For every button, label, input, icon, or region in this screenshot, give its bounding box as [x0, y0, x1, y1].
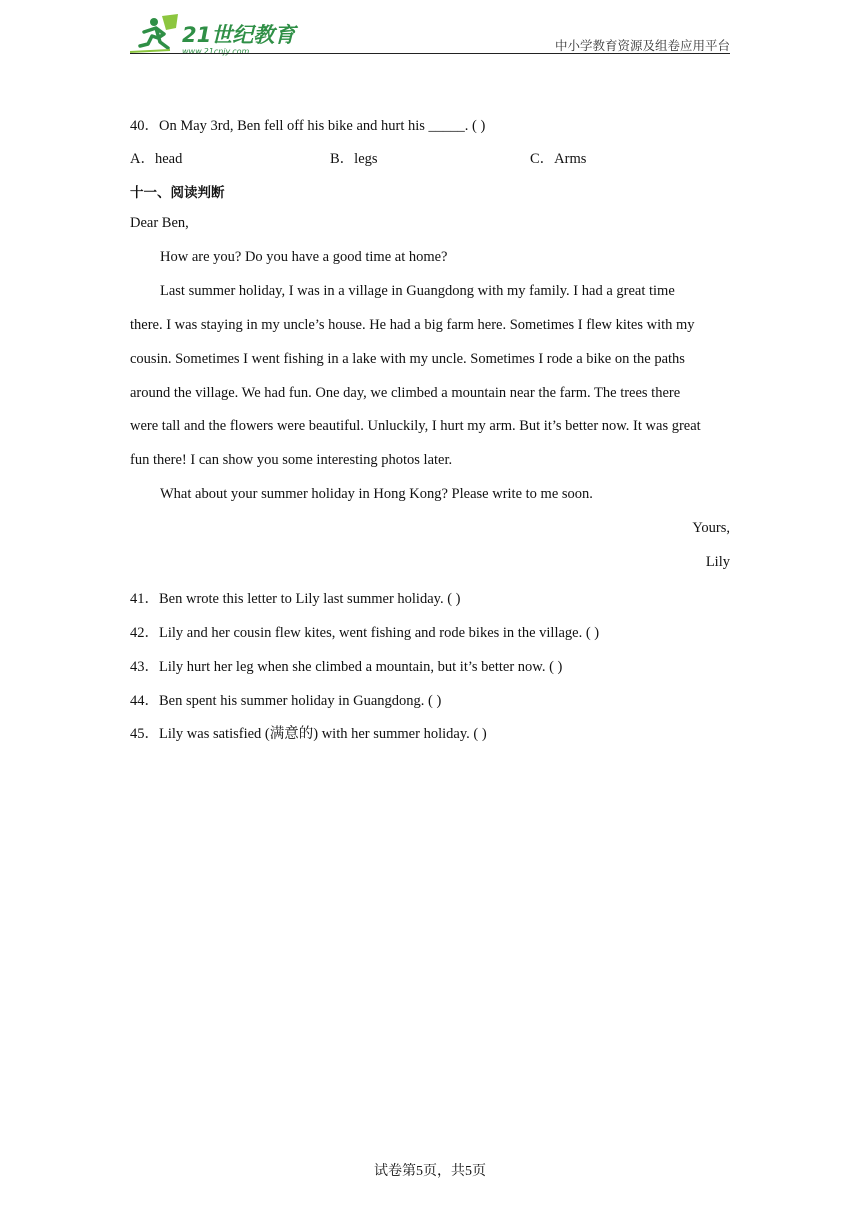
letter-closing: Yours,	[692, 520, 730, 536]
letter-line: were tall and the flowers were beautiful. Unluckily, I hurt my arm. But it’s better now. It was great	[130, 418, 701, 434]
letter-line: How are you? Do you have a good time at home?	[160, 249, 448, 265]
question-41: 41．Ben wrote this letter to Lily last summer holiday. ( )	[130, 591, 461, 607]
page-footer: 试卷第5页，共5页	[374, 1164, 486, 1179]
letter-line: there. I was staying in my uncle’s house. He had a big farm here. Sometimes I flew kites with my	[130, 317, 695, 333]
option-a: A．head	[130, 151, 183, 167]
question-42: 42．Lily and her cousin flew kites, went fishing and rode bikes in the village. ( )	[130, 625, 600, 641]
letter-line: fun there! I can show you some interesting photos later.	[130, 452, 453, 468]
letter-line: around the village. We had fun. One day, we climbed a mountain near the farm. The trees there	[130, 385, 681, 401]
question-43: 43．Lily hurt her leg when she climbed a mountain, but it’s better now. ( )	[130, 659, 563, 675]
header-rule	[130, 53, 730, 54]
letter-line: Last summer holiday, I was in a village in Guangdong with my family. I had a great time	[160, 283, 675, 299]
section-title: 十一、阅读判断	[130, 185, 225, 201]
logo	[130, 12, 300, 56]
page-header	[130, 10, 730, 56]
letter-signature: Lily	[705, 554, 730, 570]
logo-url: www.21cnjy.com	[182, 47, 250, 56]
letter-line: cousin. Sometimes I went fishing in a lake with my uncle. Sometimes I rode a bike on the paths	[130, 351, 685, 367]
question-40: 40．On May 3rd, Ben fell off his bike and hurt his _____. ( )	[130, 118, 486, 134]
letter-salutation: Dear Ben,	[130, 215, 189, 231]
logo-text: 21世纪教育	[182, 23, 296, 47]
option-b: B．legs	[330, 151, 378, 167]
letter-line: What about your summer holiday in Hong Kong? Please write to me soon.	[160, 486, 593, 502]
question-44: 44．Ben spent his summer holiday in Guangdong. ( )	[130, 693, 442, 709]
question-45: 45．Lily was satisfied (满意的) with her summer holiday. ( )	[130, 726, 487, 742]
running-figure-icon	[130, 14, 178, 52]
site-name: 中小学教育资源及组卷应用平台	[554, 38, 730, 53]
option-c: C．Arms	[530, 151, 587, 167]
